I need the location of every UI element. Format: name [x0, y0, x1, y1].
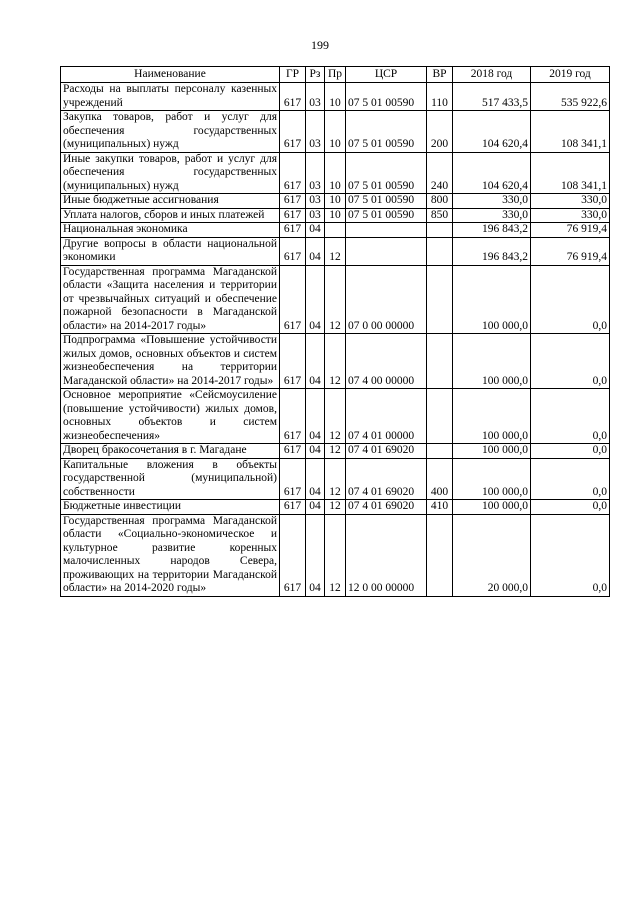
- cell-2019: 0,0: [531, 389, 610, 444]
- cell-2018: 100 000,0: [453, 334, 531, 389]
- cell-name: Основное мероприятие «Сейсмоусиление (повышение устойчивости) жилых домов, основных объектов и систем жизнеобеспечения»: [61, 389, 280, 444]
- cell-pr: 12: [325, 237, 346, 265]
- cell-2019: 0,0: [531, 458, 610, 500]
- cell-gr: 617: [280, 223, 306, 238]
- cell-pr: 12: [325, 265, 346, 334]
- table-row: [61, 208, 610, 223]
- cell-name: Государственная программа Магаданской области «Защита населения и территории от чрезвычайных ситуаций и обеспечение пожарной безопасности в Магаданской области» на 2014-2017 годы»: [61, 265, 280, 334]
- cell-csr: 07 5 01 00590: [346, 111, 427, 153]
- cell-rz: 03: [306, 83, 325, 111]
- table-row: [61, 194, 610, 209]
- cell-name: Национальная экономика: [61, 223, 280, 238]
- cell-rz: 03: [306, 194, 325, 209]
- cell-2018: 20 000,0: [453, 514, 531, 596]
- cell-name: Другие вопросы в области национальной экономики: [61, 237, 280, 265]
- cell-rz: 04: [306, 458, 325, 500]
- table-row: [61, 444, 610, 459]
- cell-name: Закупка товаров, работ и услуг для обеспечения государственных (муниципальных) нужд: [61, 111, 280, 153]
- table-row: [61, 500, 610, 515]
- cell-vr: [427, 334, 453, 389]
- header-2019: 2019 год: [531, 67, 610, 83]
- cell-2019: 76 919,4: [531, 237, 610, 265]
- cell-rz: 04: [306, 334, 325, 389]
- header-2018: 2018 год: [453, 67, 531, 83]
- cell-rz: 04: [306, 514, 325, 596]
- header-csr: ЦСР: [346, 67, 427, 83]
- cell-vr: 410: [427, 500, 453, 515]
- cell-2019: 0,0: [531, 514, 610, 596]
- cell-gr: 617: [280, 208, 306, 223]
- cell-pr: [325, 223, 346, 238]
- cell-rz: 04: [306, 265, 325, 334]
- header-vr: ВР: [427, 67, 453, 83]
- cell-vr: [427, 223, 453, 238]
- cell-csr: [346, 237, 427, 265]
- cell-gr: 617: [280, 334, 306, 389]
- cell-csr: [346, 223, 427, 238]
- cell-name: Иные бюджетные ассигнования: [61, 194, 280, 209]
- table-row: [61, 152, 610, 194]
- cell-vr: 200: [427, 111, 453, 153]
- cell-vr: 240: [427, 152, 453, 194]
- cell-2018: 100 000,0: [453, 500, 531, 515]
- cell-2019: 108 341,1: [531, 152, 610, 194]
- cell-vr: 800: [427, 194, 453, 209]
- cell-csr: 07 5 01 00590: [346, 194, 427, 209]
- cell-csr: 07 0 00 00000: [346, 265, 427, 334]
- cell-2018: 196 843,2: [453, 237, 531, 265]
- cell-rz: 03: [306, 111, 325, 153]
- header-pr: Пр: [325, 67, 346, 83]
- cell-name: Подпрограмма «Повышение устойчивости жилых домов, основных объектов и систем жизнеобеспечения на территории Магаданской области» на 2014-2017 годы»: [61, 334, 280, 389]
- table-row: [61, 111, 610, 153]
- cell-name: Расходы на выплаты персоналу казенных учреждений: [61, 83, 280, 111]
- cell-rz: 04: [306, 389, 325, 444]
- cell-csr: 07 5 01 00590: [346, 83, 427, 111]
- cell-gr: 617: [280, 152, 306, 194]
- table-row: [61, 334, 610, 389]
- cell-2019: 0,0: [531, 444, 610, 459]
- cell-vr: [427, 237, 453, 265]
- cell-2019: 330,0: [531, 194, 610, 209]
- budget-table: [60, 66, 610, 597]
- cell-gr: 617: [280, 265, 306, 334]
- cell-2019: 0,0: [531, 334, 610, 389]
- cell-name: Государственная программа Магаданской области «Социально-экономическое и культурное развитие коренных малочисленных народов Севера, проживающих на территории Магаданской области» на 2014-2020 годы»: [61, 514, 280, 596]
- cell-rz: 03: [306, 152, 325, 194]
- cell-pr: 12: [325, 514, 346, 596]
- cell-rz: 04: [306, 223, 325, 238]
- table-row: [61, 237, 610, 265]
- table-header-row: [61, 67, 610, 83]
- cell-rz: 03: [306, 208, 325, 223]
- cell-csr: 07 4 01 69020: [346, 500, 427, 515]
- cell-2018: 196 843,2: [453, 223, 531, 238]
- page-number: 199: [311, 38, 329, 52]
- cell-pr: 12: [325, 444, 346, 459]
- cell-csr: 07 4 00 00000: [346, 334, 427, 389]
- cell-gr: 617: [280, 500, 306, 515]
- cell-vr: [427, 265, 453, 334]
- cell-name: Капитальные вложения в объекты государственной (муниципальной) собственности: [61, 458, 280, 500]
- cell-vr: 400: [427, 458, 453, 500]
- cell-rz: 04: [306, 500, 325, 515]
- cell-pr: 10: [325, 111, 346, 153]
- cell-2018: 330,0: [453, 208, 531, 223]
- cell-gr: 617: [280, 514, 306, 596]
- table-row: [61, 265, 610, 334]
- cell-2018: 104 620,4: [453, 111, 531, 153]
- cell-2019: 535 922,6: [531, 83, 610, 111]
- cell-rz: 04: [306, 444, 325, 459]
- table-row: [61, 389, 610, 444]
- cell-gr: 617: [280, 237, 306, 265]
- cell-pr: 12: [325, 389, 346, 444]
- cell-2018: 100 000,0: [453, 265, 531, 334]
- header-name: Наименование: [61, 67, 280, 83]
- header-rz: Рз: [306, 67, 325, 83]
- cell-name: Дворец бракосочетания в г. Магадане: [61, 444, 280, 459]
- cell-pr: 10: [325, 83, 346, 111]
- cell-2019: 0,0: [531, 500, 610, 515]
- cell-name: Уплата налогов, сборов и иных платежей: [61, 208, 280, 223]
- cell-pr: 10: [325, 152, 346, 194]
- cell-vr: 110: [427, 83, 453, 111]
- cell-2018: 517 433,5: [453, 83, 531, 111]
- cell-2018: 100 000,0: [453, 444, 531, 459]
- cell-gr: 617: [280, 389, 306, 444]
- cell-csr: 07 5 01 00590: [346, 152, 427, 194]
- cell-pr: 10: [325, 194, 346, 209]
- header-gr: ГР: [280, 67, 306, 83]
- table-row: [61, 458, 610, 500]
- cell-2019: 76 919,4: [531, 223, 610, 238]
- cell-pr: 12: [325, 500, 346, 515]
- cell-2018: 330,0: [453, 194, 531, 209]
- cell-name: Бюджетные инвестиции: [61, 500, 280, 515]
- cell-2018: 104 620,4: [453, 152, 531, 194]
- table-row: [61, 83, 610, 111]
- cell-2018: 100 000,0: [453, 458, 531, 500]
- cell-2019: 330,0: [531, 208, 610, 223]
- cell-gr: 617: [280, 111, 306, 153]
- cell-csr: 07 5 01 00590: [346, 208, 427, 223]
- cell-csr: 07 4 01 69020: [346, 458, 427, 500]
- cell-gr: 617: [280, 444, 306, 459]
- cell-vr: [427, 389, 453, 444]
- cell-vr: [427, 444, 453, 459]
- cell-vr: 850: [427, 208, 453, 223]
- cell-vr: [427, 514, 453, 596]
- cell-gr: 617: [280, 458, 306, 500]
- cell-name: Иные закупки товаров, работ и услуг для обеспечения государственных (муниципальных) нужд: [61, 152, 280, 194]
- cell-2018: 100 000,0: [453, 389, 531, 444]
- table-body: [61, 83, 610, 597]
- cell-2019: 108 341,1: [531, 111, 610, 153]
- cell-pr: 12: [325, 458, 346, 500]
- cell-gr: 617: [280, 194, 306, 209]
- cell-2019: 0,0: [531, 265, 610, 334]
- cell-rz: 04: [306, 237, 325, 265]
- cell-csr: 07 4 01 00000: [346, 389, 427, 444]
- cell-pr: 10: [325, 208, 346, 223]
- table-row: [61, 223, 610, 238]
- cell-csr: 07 4 01 69020: [346, 444, 427, 459]
- cell-gr: 617: [280, 83, 306, 111]
- table-row: [61, 514, 610, 596]
- cell-pr: 12: [325, 334, 346, 389]
- cell-csr: 12 0 00 00000: [346, 514, 427, 596]
